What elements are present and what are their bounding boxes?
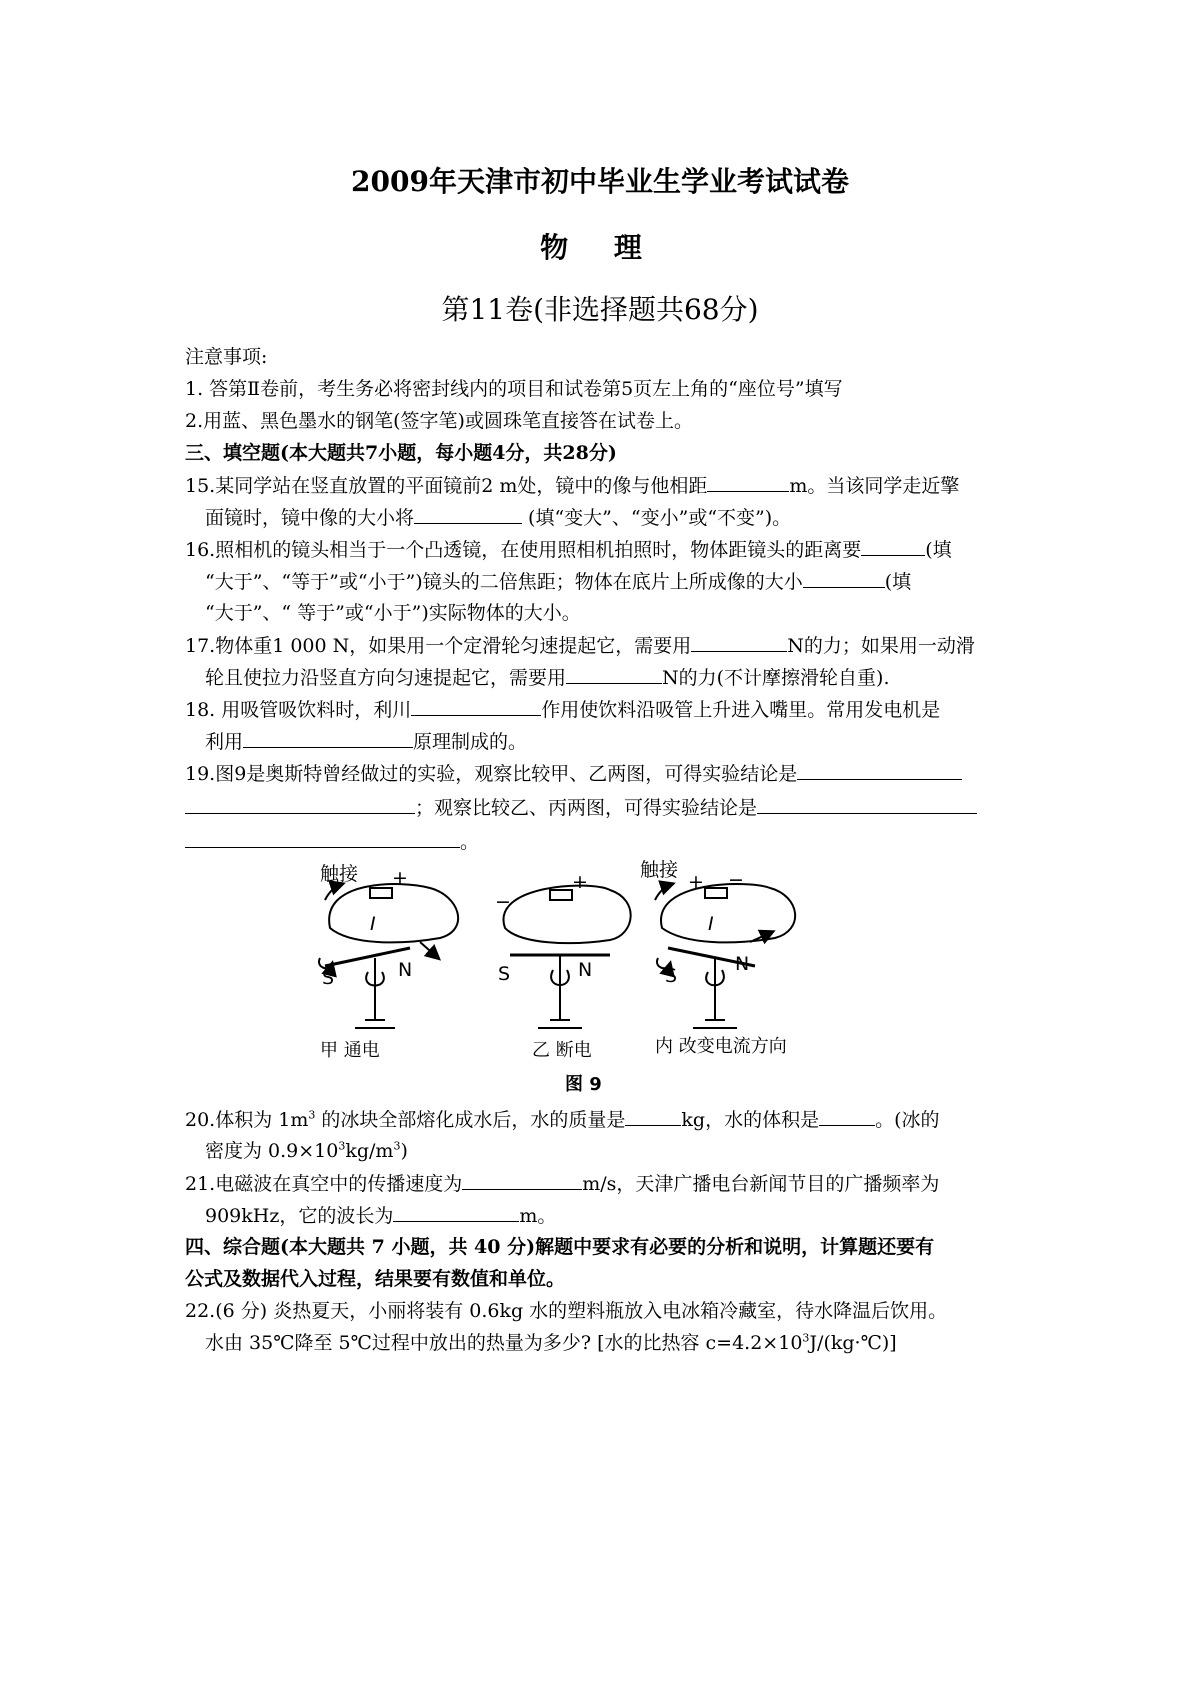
south-label-c: S (665, 965, 678, 987)
figure-panel-b (503, 886, 630, 1028)
q15-text-b: m。当该同学走近擎 (789, 475, 960, 497)
q16-blank-2[interactable] (803, 569, 885, 588)
minus-label-c: − (728, 869, 744, 891)
q17-text-a: 17.物体重1 000 N，如果用一个定滑轮匀速提起它，需要用 (185, 635, 692, 657)
q20-text-d: 。(冰的 (875, 1109, 940, 1131)
q22-line-1: 22.(6 分) 炎热夏天，小丽将装有 0.6kg 水的塑料瓶放入电冰箱冷藏室，待水降温后饮用。 (185, 1300, 948, 1322)
q19-text-c: 。 (460, 831, 480, 853)
q21-line-1 (185, 1171, 939, 1196)
q18-blank-1[interactable] (411, 697, 541, 716)
current-label-c: I (708, 913, 714, 935)
q20-text-a: 20.体积为 1m (185, 1109, 309, 1131)
q18-text-a: 18. 用吸管吸饮料时，利川 (185, 699, 412, 721)
q18-line-2 (205, 729, 527, 754)
minus-label-b: − (495, 891, 511, 913)
q21-text-c: 909kHz，它的波长为 (205, 1205, 394, 1227)
section-3-heading: 三、填空题(本大题共7小题，每小题4分，共28分) (185, 442, 617, 464)
figure-panel-a (319, 884, 458, 1028)
q20-sup-1: 3 (308, 1108, 316, 1122)
q18-text-d: 原理制成的。 (413, 731, 528, 753)
q16-text-c: “大于”、“等于”或“小于”)镜头的二倍焦距；物体在底片上所成像的大小 (205, 571, 803, 593)
q20-line-2 (205, 1139, 408, 1163)
q19-line-1 (185, 761, 962, 786)
q16-blank-1[interactable] (861, 537, 925, 556)
q20-sup-3: 3 (393, 1139, 401, 1153)
notes-item-1: 1. 答第Ⅱ卷前，考生务必将密封线内的项目和试卷第5页左上角的“座位号”填写 (185, 378, 843, 400)
q18-text-b: 作用使饮料沿吸管上升进入嘴里。常用发电机是 (541, 699, 941, 721)
q15-text-d: (填“变大”、“变小”或“不变”)。 (522, 507, 792, 529)
current-label-a: I (370, 913, 376, 935)
q15-blank-2[interactable] (414, 505, 522, 524)
q16-line-2 (205, 569, 911, 594)
notes-item-2: 2.用蓝、黑色墨水的钢笔(签字笔)或圆珠笔直接答在试卷上。 (185, 410, 693, 432)
q18-text-c: 利用 (205, 731, 244, 753)
q19-text-b: ；观察比较乙、丙两图，可得实验结论是 (415, 797, 758, 819)
q16-line-3: “大于”、“ 等于”或“小于”)实际物体的大小。 (205, 602, 581, 624)
plus-label-b: + (572, 871, 588, 893)
south-label-a: S (322, 967, 335, 989)
plus-label-c: + (688, 871, 704, 893)
notes-heading: 注意事项: (185, 346, 268, 368)
plus-label-a: + (392, 867, 408, 889)
section-4-heading-1: 四、综合题(本大题共 7 小题，共 40 分)解题中要求有必要的分析和说明，计算题还要有 (185, 1236, 935, 1258)
q20-line-1 (185, 1107, 940, 1132)
q20-text-g: ) (400, 1140, 408, 1162)
q15-blank-1[interactable] (707, 473, 789, 492)
q19-text-a: 19.图9是奥斯特曾经做过的实验，观察比较甲、乙两图，可得实验结论是 (185, 763, 798, 785)
q17-blank-1[interactable] (691, 633, 787, 652)
q21-blank-2[interactable] (393, 1203, 519, 1222)
q21-text-b: m/s，天津广播电台新闻节目的广播频率为 (582, 1173, 940, 1195)
panel-label-c: 内 改变电流方向 (655, 1036, 787, 1057)
q15-text-a: 15.某同学站在竖直放置的平面镜前2 m处，镜中的像与他相距 (185, 475, 708, 497)
q19-blank-2b[interactable] (185, 829, 460, 848)
q21-text-a: 21.电磁波在真空中的传播速度为 (185, 1173, 463, 1195)
q19-line-3 (185, 829, 479, 854)
north-label-a: N (398, 959, 413, 981)
volume-title: 第11卷(非选择题共68分) (441, 293, 759, 326)
q20-text-c: kg，水的体积是 (681, 1109, 820, 1131)
south-label-b: S (498, 963, 511, 985)
q20-blank-1[interactable] (625, 1107, 681, 1126)
q16-text-d: (填 (884, 571, 912, 593)
figure-panel-c (655, 884, 795, 1028)
q17-text-b: N的力；如果用一动滑 (787, 635, 975, 657)
q17-blank-2[interactable] (566, 665, 662, 684)
exam-title: 2009年天津市初中毕业生学业考试试卷 (351, 165, 849, 198)
panel-label-a: 甲 通电 (320, 1040, 380, 1061)
q22-text-b: J/(kg·℃)] (809, 1332, 897, 1354)
q15-line-2 (205, 505, 791, 530)
figure-caption: 图 9 (565, 1074, 602, 1095)
q17-text-c: 轮且使拉力沿竖直方向匀速提起它，需要用 (205, 667, 567, 689)
q21-line-2 (205, 1203, 556, 1228)
q22-sup: 3 (802, 1331, 810, 1345)
q16-line-1 (185, 537, 952, 562)
figure-9 (310, 860, 870, 1100)
q19-blank-2a[interactable] (757, 795, 977, 814)
q20-blank-2[interactable] (819, 1107, 875, 1126)
q22-line-2 (205, 1331, 897, 1355)
q18-line-1 (185, 697, 940, 722)
north-label-b: N (578, 959, 593, 981)
touch-label-c: 触接 (640, 860, 679, 881)
q19-blank-1a[interactable] (797, 761, 962, 780)
q19-blank-1b[interactable] (185, 795, 415, 814)
q16-text-b: (填 (925, 539, 952, 561)
subject-title: 物 理 (540, 231, 660, 264)
q21-text-d: m。 (519, 1205, 557, 1227)
q17-line-1 (185, 633, 975, 658)
q16-text-a: 16.照相机的镜头相当于一个凸透镜，在使用照相机拍照时，物体距镜头的距离要 (185, 539, 862, 561)
q22-text-a: 水由 35℃降至 5℃过程中放出的热量为多少? [水的比热容 c=4.2×10 (205, 1332, 803, 1354)
q20-text-e: 密度为 0.9×10 (205, 1140, 339, 1162)
q20-sup-2: 3 (338, 1139, 346, 1153)
q19-line-2 (185, 795, 977, 820)
q15-line-1 (185, 473, 959, 498)
q18-blank-2[interactable] (243, 729, 413, 748)
panel-label-b: 乙 断电 (532, 1040, 592, 1061)
q17-line-2 (205, 665, 890, 690)
q21-blank-1[interactable] (462, 1171, 582, 1190)
north-label-c: N (735, 953, 750, 975)
section-4-heading-2: 公式及数据代入过程，结果要有数值和单位。 (185, 1268, 566, 1290)
q20-text-b: 的冰块全部熔化成水后，水的质量是 (315, 1109, 626, 1131)
touch-label-a: 触接 (320, 863, 359, 885)
q17-text-d: N的力(不计摩擦滑轮自重). (662, 667, 890, 689)
q15-text-c: 面镜时，镜中像的大小将 (205, 507, 415, 529)
q20-text-f: kg/m (345, 1140, 394, 1162)
